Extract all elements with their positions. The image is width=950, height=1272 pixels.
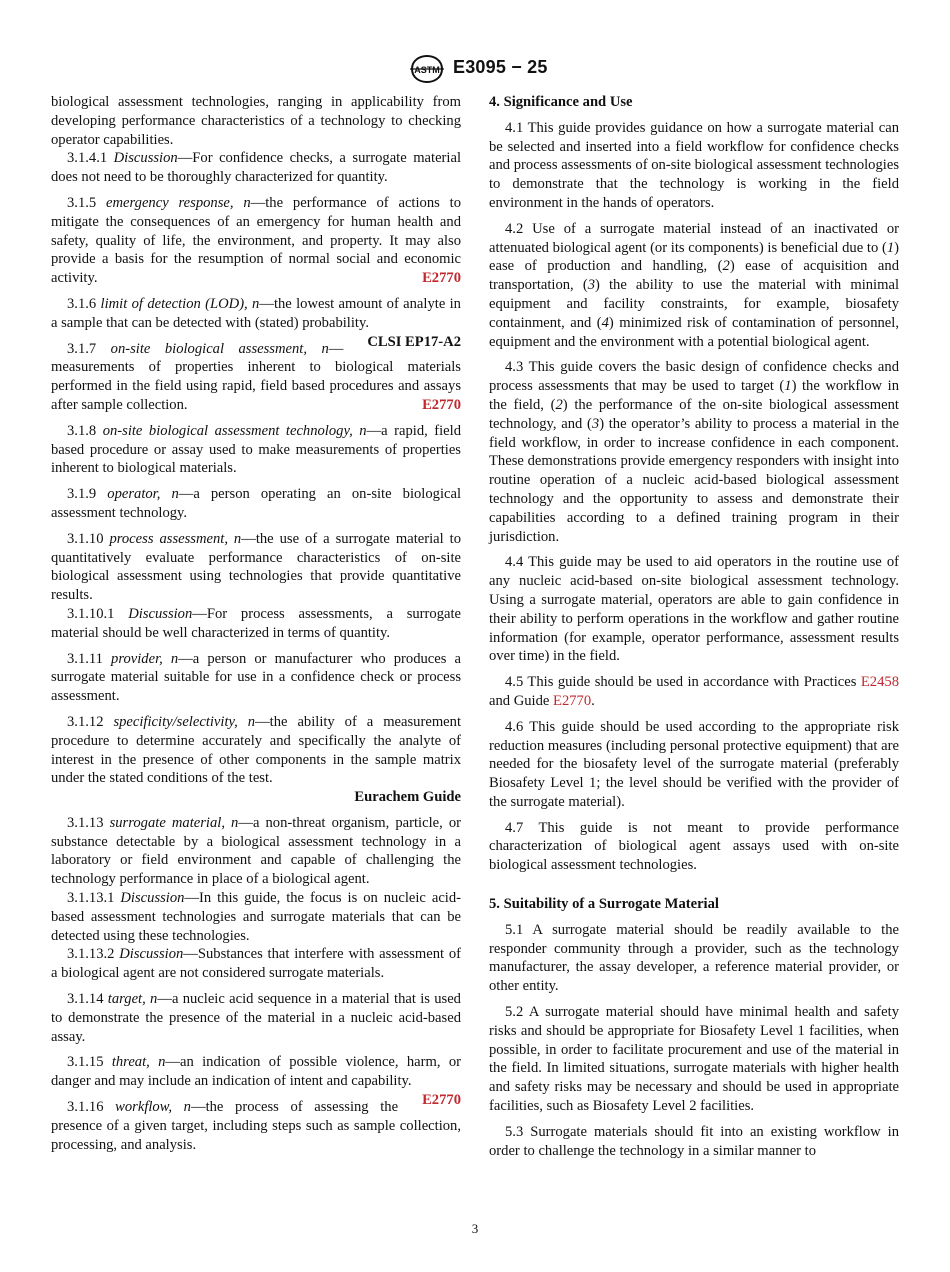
- definition-3-1-13: 3.1.13 surrogate material, n—a non-threat organism, particle, or substance detectable by a biological assessment technology in a laboratory or field environment and capable of challenging the technology performance in place of a biological agent.: [51, 814, 461, 888]
- definition-3-1-14: 3.1.14 target, n—a nucleic acid sequence in a material that is used to demonstrate the presence of the material in a nucleic acid-based assay.: [51, 991, 461, 1045]
- definition-3-1-8: 3.1.8 on-site biological assessment technology, n—a rapid, field based procedure or assay used to make measurements of properties inherent to biological materials.: [51, 422, 462, 477]
- definition-3-1-7: 3.1.7 on-site biological assessment, n—measurements of properties inherent to biological materials performed in the field using rapid, field based procedures and assays after sample collection. E2770: [51, 340, 461, 413]
- page-number: 3: [471, 1221, 479, 1236]
- paragraph-4-2: 4.2 Use of a surrogate material instead of an inactivated or attenuated biological agent (or its components) is beneficial due to (1) ease of production and handling, (2) ease of acquisition and transportation, (3) the ability to use the material with minimal equipment and facility constraints, for example, biosafety containment, and (4) minimized risk of contamination of personnel, equipment and the environment with a potential biological agent.: [489, 220, 899, 350]
- astm-logo-icon: [408, 54, 446, 84]
- paragraph-4-7: 4.7 This guide is not meant to provide performance characterization of biological agent assays used with on-site biological assessment technologies.: [489, 819, 899, 874]
- reference-citation: Eurachem Guide: [354, 789, 461, 806]
- svg-text:ASTM: ASTM: [414, 65, 440, 75]
- page-header: [0, 54, 950, 84]
- section-heading: 5. Suitability of a Surrogate Material: [489, 896, 719, 913]
- definition-3-1-5: 3.1.5 emergency response, n—the performance of actions to mitigate the consequences of an emergency for human health and safety, quality of life, the environment, and property. It may also provide a basis for the resumption of normal social and economic activity. E2770: [51, 194, 461, 287]
- right-column: [489, 93, 899, 1167]
- paragraph-5-2: 5.2 A surrogate material should have minimal health and safety risks and should be appropriate for Biosafety Level 1 facilities, when possible, in order to facilitate procurement and use of the material in the field. In limited situations, surrogate materials with higher health and safety risks may be necessary and should be used in appropriate facilities, such as Biosafety Level 2 facilities.: [489, 1004, 899, 1115]
- paragraph-4-6: 4.6 This guide should be used according to the appropriate risk reduction measures (including personal protective equipment) that are needed for the biosafety level of the surrogate material (preferably Biosafety Level 1; the level should be verified with the provider of the surrogate material).: [489, 718, 899, 810]
- paragraph-4-3: 4.3 This guide covers the basic design of confidence checks and process assessments that may be used to target (1) the workflow in the field, (2) the performance of the on-site biological assessment technology, and (3) the operator’s ability to process a material in the field workflow, in order to increase confidence in each component. These demonstrations provide emergency responders with insight into routine operation of a nucleic acid-based biological assessment technology and the opportunity to assess and demonstrate their capabilities according to a defined training program in their jurisdiction.: [489, 359, 899, 545]
- definition-3-1-13-2: 3.1.13.2 Discussion—Substances that interfere with assessment of a biological agent are not considered surrogate materials.: [51, 946, 461, 982]
- paragraph-4-4: 4.4 This guide may be used to aid operators in the routine use of any nucleic acid-based on-site biological assessment technology. Using a surrogate material, operators are able to gain confidence in their ability to perform operations in the workflow and gather routine information (for example, operator performance, assessment results over time) in the field.: [489, 554, 899, 665]
- definition-3-1-11: 3.1.11 provider, n—a person or manufacturer who produces a surrogate material suitable for use in a confidence check or process assessment.: [51, 650, 462, 705]
- reference-link[interactable]: E2770: [422, 396, 461, 413]
- definition-3-1-10-1: 3.1.10.1 Discussion—For process assessments, a surrogate material should be well characterized in terms of quantity.: [51, 605, 462, 641]
- paragraph-5-3: 5.3 Surrogate materials should fit into an existing workflow in order to challenge the technology in a similar manner to: [489, 1123, 899, 1159]
- reference-link[interactable]: E2770: [422, 270, 461, 287]
- section-heading: 4. Significance and Use: [489, 94, 633, 110]
- paragraph: biological assessment technologies, ranging in applicability from developing performance characteristics of a technology to checking operator capabilities.: [51, 94, 461, 148]
- definition-3-1-16: 3.1.16 workflow, n—the process of assessing the presence of a given target, including steps such as sample collection, processing, and analysis.: [51, 1099, 461, 1153]
- reference-link[interactable]: E2770: [553, 692, 592, 709]
- definition-3-1-15: 3.1.15 threat, n—an indication of possible violence, harm, or danger and may include an indication of intent and capability. E2770: [51, 1054, 461, 1109]
- definition-3-1-13-1: 3.1.13.1 Discussion—In this guide, the focus is on nucleic acid-based assessment technologies and surrogate materials that can be detected using these technologies.: [51, 890, 462, 944]
- definition-3-1-10: 3.1.10 process assessment, n—the use of a surrogate material to quantitatively evaluate performance characteristics of on-site biological assessment using technologies that provide quantitative results.: [51, 530, 461, 604]
- reference-citation: CLSI EP17-A2: [367, 333, 461, 350]
- standard-designation: E3095 − 25: [453, 57, 548, 77]
- reference-link[interactable]: E2458: [860, 674, 899, 691]
- reference-link[interactable]: E2770: [422, 1092, 461, 1109]
- paragraph-4-1: 4.1 This guide provides guidance on how a surrogate material can be selected and inserted into a field workflow for confidence checks and process assessments of on-site biological assessment technologies to demonstrate that the technology is working in the field environment in the hands of operators.: [489, 119, 899, 211]
- definition-3-1-9: 3.1.9 operator, n—a person operating an on-site biological assessment technology.: [51, 486, 462, 521]
- definition-3-1-12: 3.1.12 specificity/selectivity, n—the ability of a measurement procedure to determine accurately and specifically the analyte of interest in the presence of other components in the sample matrix under the stated conditions of the test.: [51, 713, 461, 787]
- definition-3-1-6: 3.1.6 limit of detection (LOD), n—the lowest amount of analyte in a sample that can be detected with (stated) probability. CLSI EP17-A2: [51, 295, 461, 350]
- paragraph-5-1: 5.1 A surrogate material should be readily available to the responder community through a provider, such as the technology manufacturer, the assay developer, a reference material provider, or other entity.: [489, 921, 899, 995]
- definition-3-1-4-1: 3.1.4.1 Discussion—For confidence checks, a surrogate material does not need to be thoroughly characterized for quantity.: [51, 150, 462, 186]
- paragraph-4-5: 4.5 This guide should be used in accordance with Practices E2458 and Guide E2770.: [489, 674, 899, 709]
- left-column: [51, 93, 461, 1161]
